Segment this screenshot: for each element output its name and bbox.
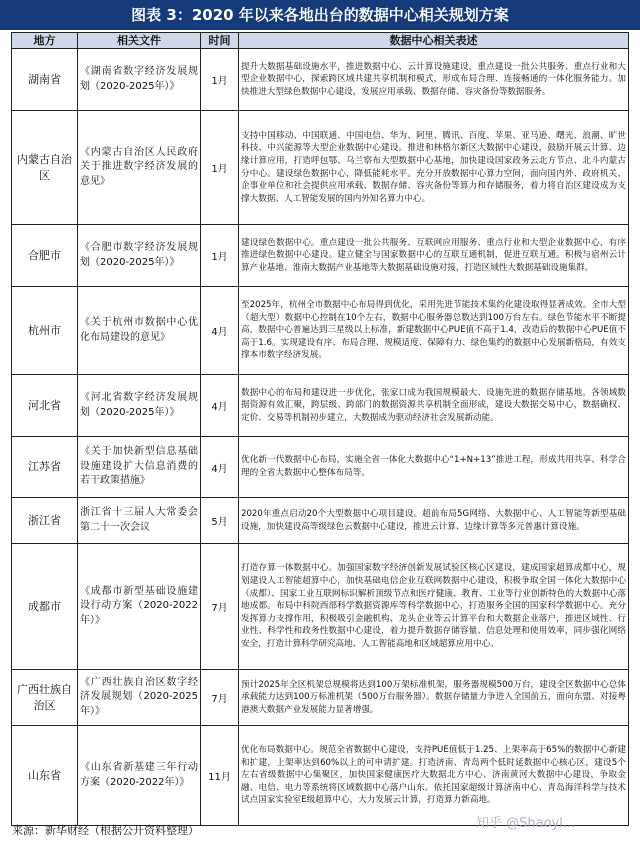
table-row — [12, 225, 629, 287]
summary-cell: 数据中心的布局和建设进一步优化，张家口成为我国规模最大、设施先进的数据存储基地。各领域数据资源有效汇聚，跨层级、跨部门的数据资源共享机制全面形成，建设大数据交易中心，数据确权、定价、交易等机制初步建立，大数据成为驱动经济社会发展新动能。 — [239, 375, 629, 437]
header-summary: 数据中心相关表述 — [239, 33, 629, 49]
region-cell: 广西壮族自治区 — [12, 670, 78, 726]
time-cell: 1月 — [201, 111, 239, 225]
document-cell: 《关于加快新型信息基础设施建设扩大信息消费的若干政策措施》 — [78, 437, 201, 498]
document-cell: 《广西壮族自治区数字经济发展规划（2020-2025年）》 — [78, 670, 201, 726]
time-cell: 7月 — [201, 670, 239, 726]
summary-cell: 提升大数据基础设施水平，推进数据中心、云计算设施建设，重点建设一批公共服务、重点行业和大型企业数据中心，探索跨区域共建共享机制和模式，形成布局合理、连接畅通的一体化服务能力。加快推进大型绿色数据中心建设，发展应用承载、数据存储、容灾备份等数据服务。 — [239, 49, 629, 111]
table-row — [12, 498, 629, 544]
time-cell: 4月 — [201, 287, 239, 375]
time-cell: 1月 — [201, 49, 239, 111]
table-row — [12, 544, 629, 670]
table-row — [12, 111, 629, 225]
document-cell: 《内蒙古自治区人民政府关于推进数字经济发展的意见》 — [78, 111, 201, 225]
time-cell: 11月 — [201, 726, 239, 826]
table-row — [12, 670, 629, 726]
summary-cell: 2020年重点启动20个大型数据中心项目建设。超前布局5G网络、大数据中心、人工智能等新型基础设施，加快建设高等级绿色云数据中心建设，推进云计算、边缘计算等多元普惠计算设施。 — [239, 498, 629, 544]
document-cell: 《湖南省数字经济发展规划（2020-2025年）》 — [78, 49, 201, 111]
chart-title: 图表 3：2020 年以来各地出台的数据中心相关规划方案 — [0, 0, 640, 30]
document-cell: 《关于杭州市数据中心优化布局建设的意见》 — [78, 287, 201, 375]
time-cell: 4月 — [201, 375, 239, 437]
summary-cell: 建设绿色数据中心。重点建设一批公共服务、互联网应用服务、重点行业和大型企业数据中心，有序推进绿色数据中心建设。建立健全与国家数据中心的互联互通机制，促进互联互通。积极与宿州云计算产业基地、淮南大数据产业基地等大数据基础设施对接，打造区域性大数据基础设施集群。 — [239, 225, 629, 287]
planning-table — [11, 32, 629, 826]
region-cell: 成都市 — [12, 544, 78, 670]
document-cell: 《河北省数字经济发展规划（2020-2025年）》 — [78, 375, 201, 437]
summary-cell: 打造存算一体数据中心。加强国家数字经济创新发展试验区核心区建设，建成国家超算成都中心，规划建设人工智能超算中心，加快基础电信企业互联网数据中心建设，积极争取全国一体化大数据中心（成都）、国家工业互联网标识解析顶级节点和医疗健康、教育、工业等行业创新特色的大数据中心落地成都。布局中科院西部科学数据资源库等科学数据中心，打造服务全国的国家科学数据中心。充分发挥算力支撑作用，积极吸引金融机构、龙头企业等云计算平台和大数据企业落户，推进区域性、行业性、科学性和政务性数据中心建设，着力提升数据存储容量、信息处理和使用效率，同步强化网络安全，打造计算科学研究高地、人工智能高地和区域超算应用中心。 — [239, 544, 629, 670]
document-cell: 《山东省新基建三年行动方案（2020-2022年）》 — [78, 726, 201, 826]
summary-cell: 优化新一代数据中心布局，实施全省一体化大数据中心“1+N+13”推进工程，形成共用共享、科学合理的全省大数据中心整体布局等。 — [239, 437, 629, 498]
table-row — [12, 437, 629, 498]
region-cell: 江苏省 — [12, 437, 78, 498]
time-cell: 7月 — [201, 544, 239, 670]
header-region: 地方 — [12, 33, 78, 49]
time-cell: 4月 — [201, 437, 239, 498]
region-cell: 浙江省 — [12, 498, 78, 544]
time-cell: 5月 — [201, 498, 239, 544]
region-cell: 合肥市 — [12, 225, 78, 287]
header-time: 时间 — [201, 33, 239, 49]
watermark-text: 知乎 @Shaoyl... — [476, 816, 576, 831]
table-row — [12, 375, 629, 437]
header-document: 相关文件 — [78, 33, 201, 49]
region-cell: 河北省 — [12, 375, 78, 437]
document-cell: 浙江省十三届人大常委会第二十一次会议 — [78, 498, 201, 544]
region-cell: 杭州市 — [12, 287, 78, 375]
table-row — [12, 287, 629, 375]
table-header-row — [12, 33, 629, 49]
table-row — [12, 726, 629, 826]
region-cell: 内蒙古自治区 — [12, 111, 78, 225]
source-note: 来源：新华财经（根据公开资料整理） — [12, 824, 199, 837]
region-cell: 山东省 — [12, 726, 78, 826]
table-row — [12, 49, 629, 111]
summary-cell: 至2025年，杭州全市数据中心布局得到优化，采用先进节能技术集约化建设取得显著成效。全市大型（超大型）数据中心控制在10个左右，数据中心服务器总数达到100万台左右。绿色节能水平不断提高，数据中心普遍达到三星级以上标准，新建数据中心PUE值不高于1.4，改造后的数据中心PUE值不高于1.6。实现建设有序、布局合理、规模适度、保障有力、绿色集约的数据中心发展新格局，有效支撑本市数字经济发展。 — [239, 287, 629, 375]
summary-cell: 预计2025年全区机架总规模将达到100万架标准机架，服务器规模500万台，建设全区数据中心总体承载能力达到100万标准机架（500万台服务器）。数据存储量力争进入全国前五，面向东盟、对接粤港澳大数据产业发展能力显著增强。 — [239, 670, 629, 726]
document-cell: 《成都市新型基础设施建设行动方案（2020-2022年）》 — [78, 544, 201, 670]
document-cell: 《合肥市数字经济发展规划（2020-2025年）》 — [78, 225, 201, 287]
summary-cell: 支持中国移动、中国联通、中国电信、华为、阿里、腾讯、百度、苹果、亚马逊、曙光、浪潮、旷世科技、中兴能源等大型企业数据中心建设。推进和林格尔新区大数据中心建设，鼓励开展云计算、边缘计算应用，打造呼包鄂、乌兰察布大型数据中心基地，加快建设国家政务云北方节点、北斗内蒙古分中心。建设绿色数据中心，降低能耗水平。充分开放数据中心算力空间，面向国内外、政府机关、企事业单位和社会提供应用承载、数据存储、容灾备份等算力和存储服务，着力将自治区建设成为支撑大数据、人工智能发展的国内外知名算力中心。 — [239, 111, 629, 225]
summary-cell: 优化布局数据中心。规范全省数据中心建设，支持PUE值低于1.25、上架率高于65%的数据中心新建和扩建，上架率达到60%以上的可申请扩建。打造济南、青岛两个低时延数据中心核心区，建设5个左右省级数据中心集聚区，加快国家健康医疗大数据北方中心、济南黄河大数据中心建设，争取金融、电信、电力等系统将区域数据中心落户山东。依托国家超级计算济南中心、青岛海洋科学与技术试点国家实验室E级超算中心，大力发展云计算，打造算力新高地。 — [239, 726, 629, 826]
time-cell: 1月 — [201, 225, 239, 287]
region-cell: 湖南省 — [12, 49, 78, 111]
